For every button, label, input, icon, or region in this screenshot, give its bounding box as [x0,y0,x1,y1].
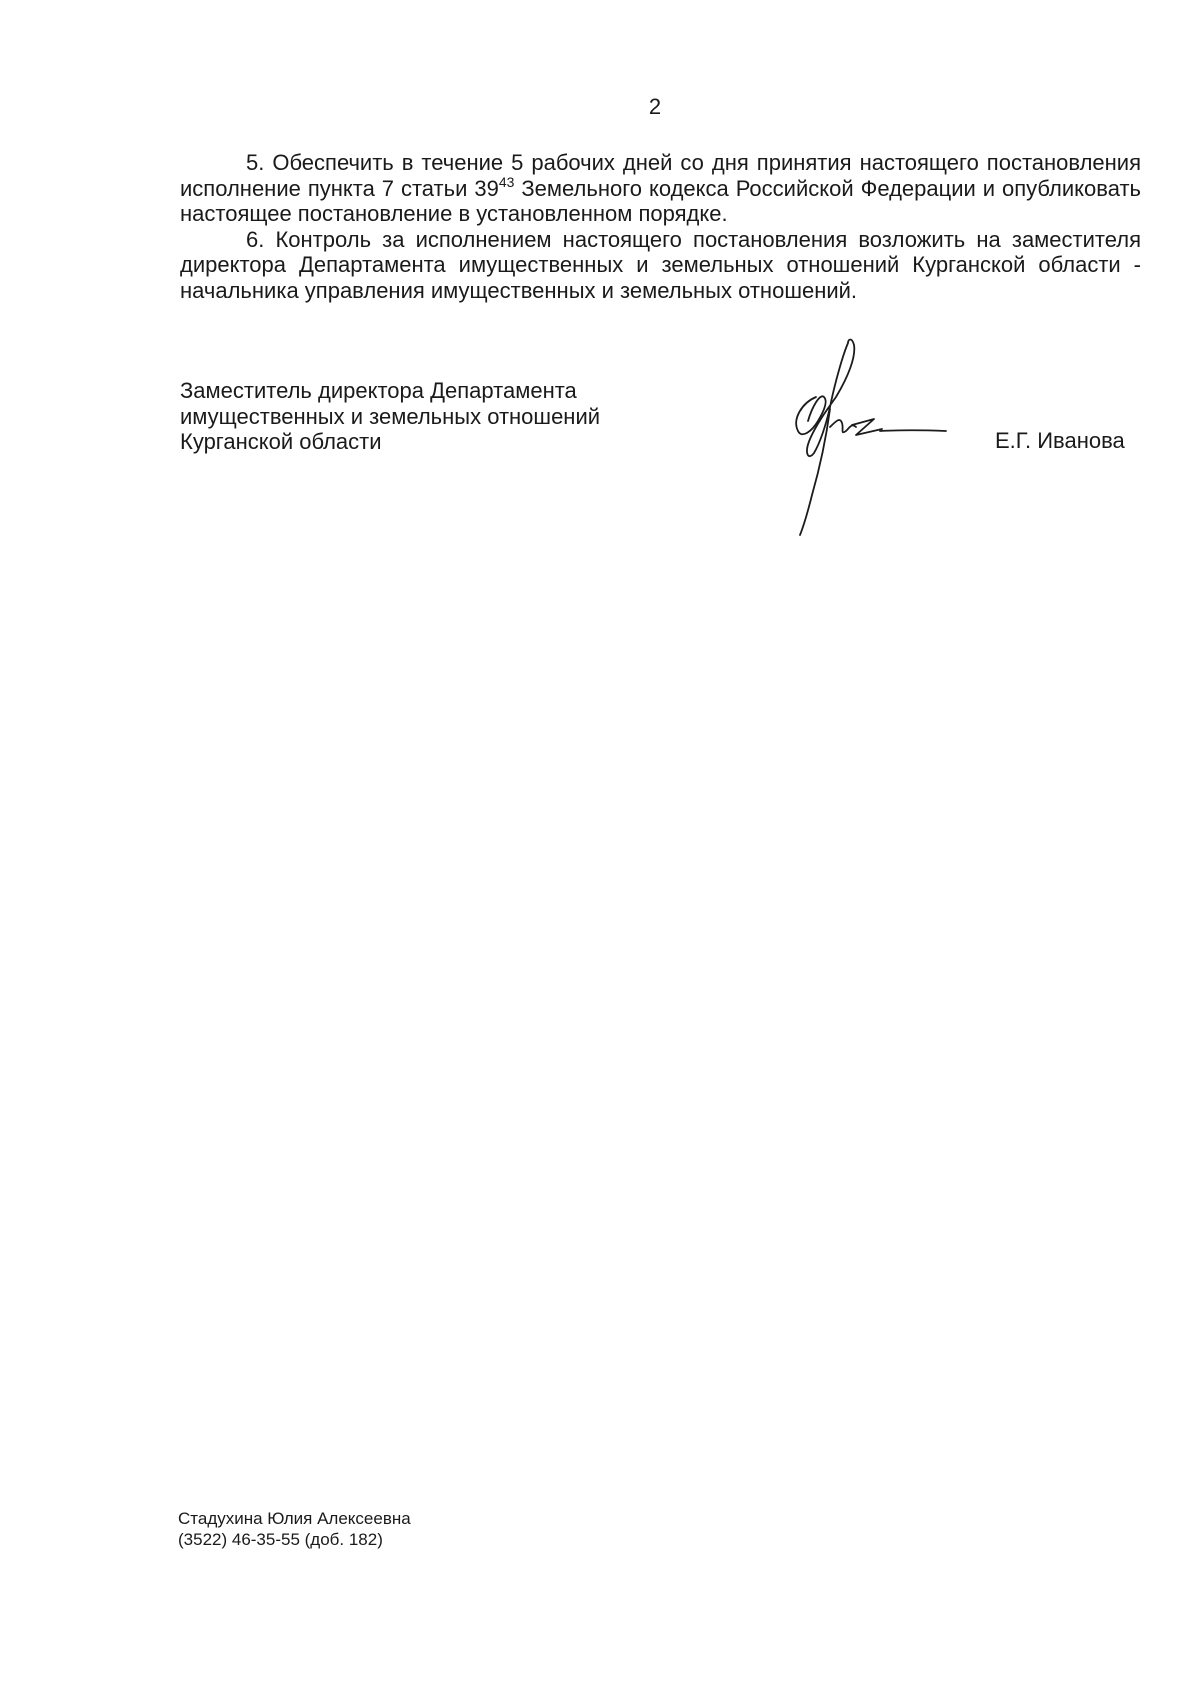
position-line-1: Заместитель директора Департамента [180,378,577,403]
executor-info [178,1508,411,1550]
paragraph-5-text-end: Земельного кодекса Российской Федерации и опубликовать настоящее постановление в установленном порядке. [180,175,1141,226]
executor-phone: (3522) 46-35-55 (доб. 182) [178,1530,383,1549]
executor-name: Стадухина Юлия Алексеевна [178,1509,411,1528]
signer-name: Е.Г. Иванова [995,428,1125,453]
position-line-2: имущественных и земельных отношений [180,403,601,429]
signatory-position [180,378,680,455]
position-line-3: Курганской области [180,429,382,454]
paragraph-6: 6. Контроль за исполнением настоящего постановления возложить на заместителя директора Департамента имущественных и земельных отношений Курганской области - начальника управления имущественных и земельных отношений. [180,226,1141,303]
handwritten-signature [790,335,950,540]
signature-stroke-curl [796,396,825,434]
signature-stroke-tail [880,430,946,431]
signature-stroke-middle [830,420,856,432]
article-superscript: 43 [498,173,515,190]
paragraph-5-text-start: 5. Обеспечить в течение 5 рабочих дней со дня принятия настоящего постановления исполнение пункта 7 статьи 39 [180,150,1141,201]
paragraph-5 [180,150,1141,227]
page-number: 2 [648,94,662,119]
document-body [180,150,1141,303]
